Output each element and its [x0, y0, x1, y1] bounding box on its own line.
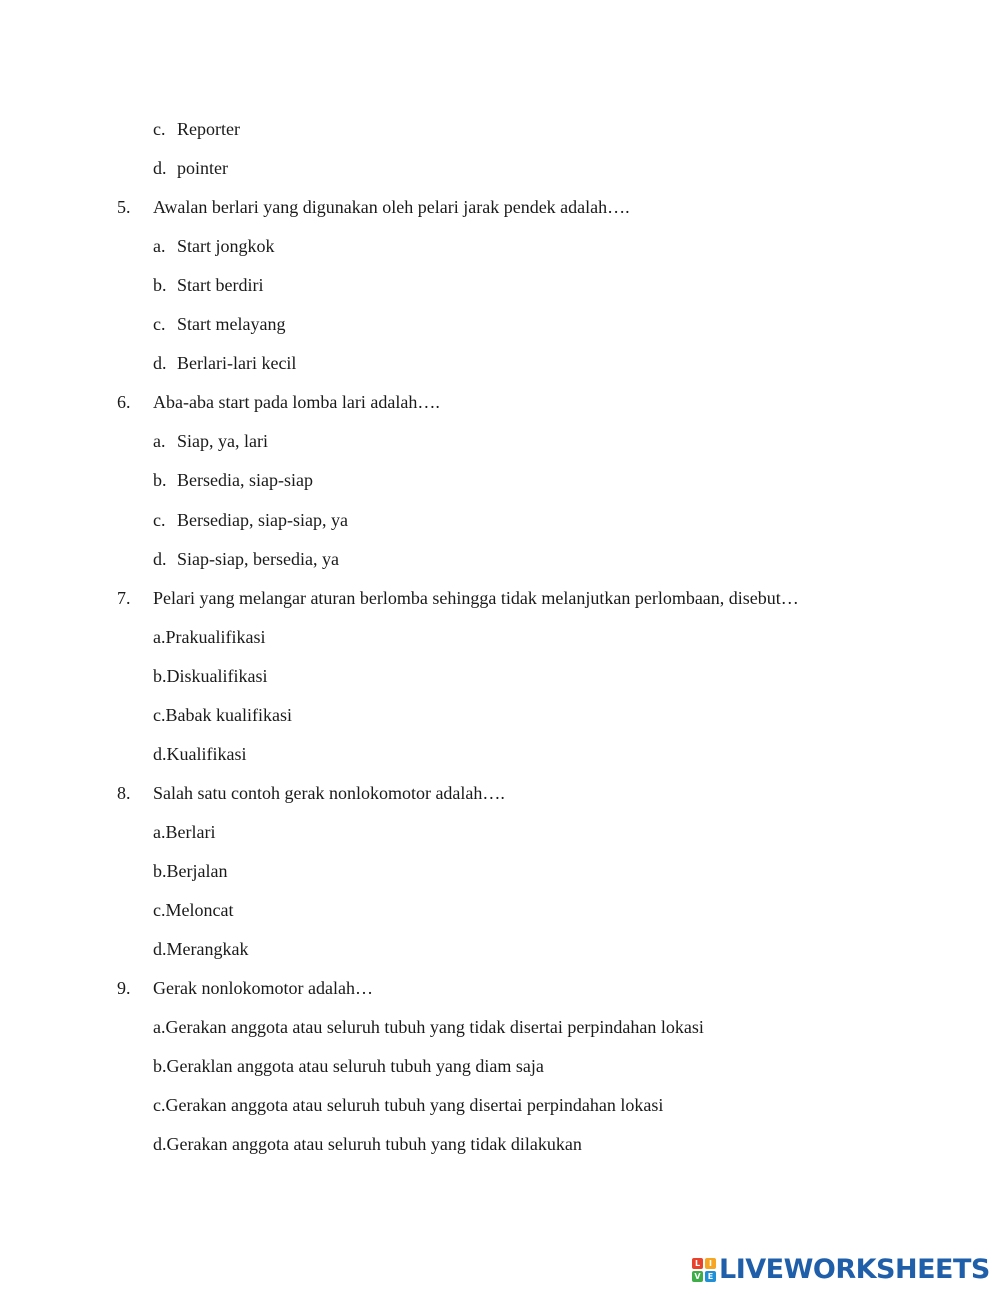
- option-text: b.Berjalan: [153, 861, 228, 881]
- question-text: Gerak nonlokomotor adalah…: [153, 978, 373, 998]
- option-letter: b.: [153, 275, 167, 295]
- liveworksheets-brand[interactable]: [692, 1255, 990, 1285]
- option-text: c.Gerakan anggota atau seluruh tubuh yang disertai perpindahan lokasi: [153, 1095, 664, 1115]
- question-number: 8.: [117, 783, 131, 803]
- option-text: a.Prakualifikasi: [153, 627, 266, 647]
- option-letter: b.: [153, 470, 167, 490]
- option-letter: d.: [153, 549, 167, 569]
- option-text: d.Gerakan anggota atau seluruh tubuh yang tidak dilakukan: [153, 1134, 582, 1154]
- question-text: Salah satu contoh gerak nonlokomotor adalah….: [153, 783, 505, 803]
- option-letter: d.: [153, 353, 167, 373]
- option-letter: c.: [153, 314, 166, 334]
- question-text: Aba-aba start pada lomba lari adalah….: [153, 392, 440, 412]
- option-text: b.Geraklan anggota atau seluruh tubuh yang diam saja: [153, 1056, 544, 1076]
- logo-tile-v: V: [692, 1271, 703, 1282]
- option-text: Bersedia, siap-siap: [177, 470, 313, 490]
- logo-tile-i: I: [705, 1258, 716, 1269]
- question-number: 7.: [117, 588, 131, 608]
- question-text: Pelari yang melangar aturan berlomba sehingga tidak melanjutkan perlombaan, disebut…: [153, 588, 799, 608]
- logo-tile-e: E: [705, 1271, 716, 1282]
- option-letter: a.: [153, 236, 166, 256]
- option-text: b.Diskualifikasi: [153, 666, 268, 686]
- option-text: Reporter: [177, 119, 240, 139]
- option-letter: c.: [153, 510, 166, 530]
- option-text: d.Kualifikasi: [153, 744, 247, 764]
- option-text: d.Merangkak: [153, 939, 249, 959]
- option-text: a.Berlari: [153, 822, 216, 842]
- option-letter: a.: [153, 431, 166, 451]
- option-text: Siap, ya, lari: [177, 431, 268, 451]
- option-text: Siap-siap, bersedia, ya: [177, 549, 339, 569]
- option-text: Berlari-lari kecil: [177, 353, 297, 373]
- option-text: Start melayang: [177, 314, 286, 334]
- option-letter: d.: [153, 158, 167, 178]
- option-text: Start berdiri: [177, 275, 264, 295]
- liveworksheets-logo-icon: [692, 1258, 716, 1282]
- question-number: 6.: [117, 392, 131, 412]
- option-text: Bersediap, siap-siap, ya: [177, 510, 348, 530]
- option-text: a.Gerakan anggota atau seluruh tubuh yang tidak disertai perpindahan lokasi: [153, 1017, 704, 1037]
- brand-name: LIVEWORKSHEETS: [719, 1254, 990, 1285]
- option-text: c.Meloncat: [153, 900, 234, 920]
- question-number: 5.: [117, 197, 131, 217]
- option-text: Start jongkok: [177, 236, 275, 256]
- option-letter: c.: [153, 119, 166, 139]
- option-text: pointer: [177, 158, 228, 178]
- option-text: c.Babak kualifikasi: [153, 705, 292, 725]
- question-text: Awalan berlari yang digunakan oleh pelari jarak pendek adalah….: [153, 197, 630, 217]
- logo-tile-l: L: [692, 1258, 703, 1269]
- question-number: 9.: [117, 978, 131, 998]
